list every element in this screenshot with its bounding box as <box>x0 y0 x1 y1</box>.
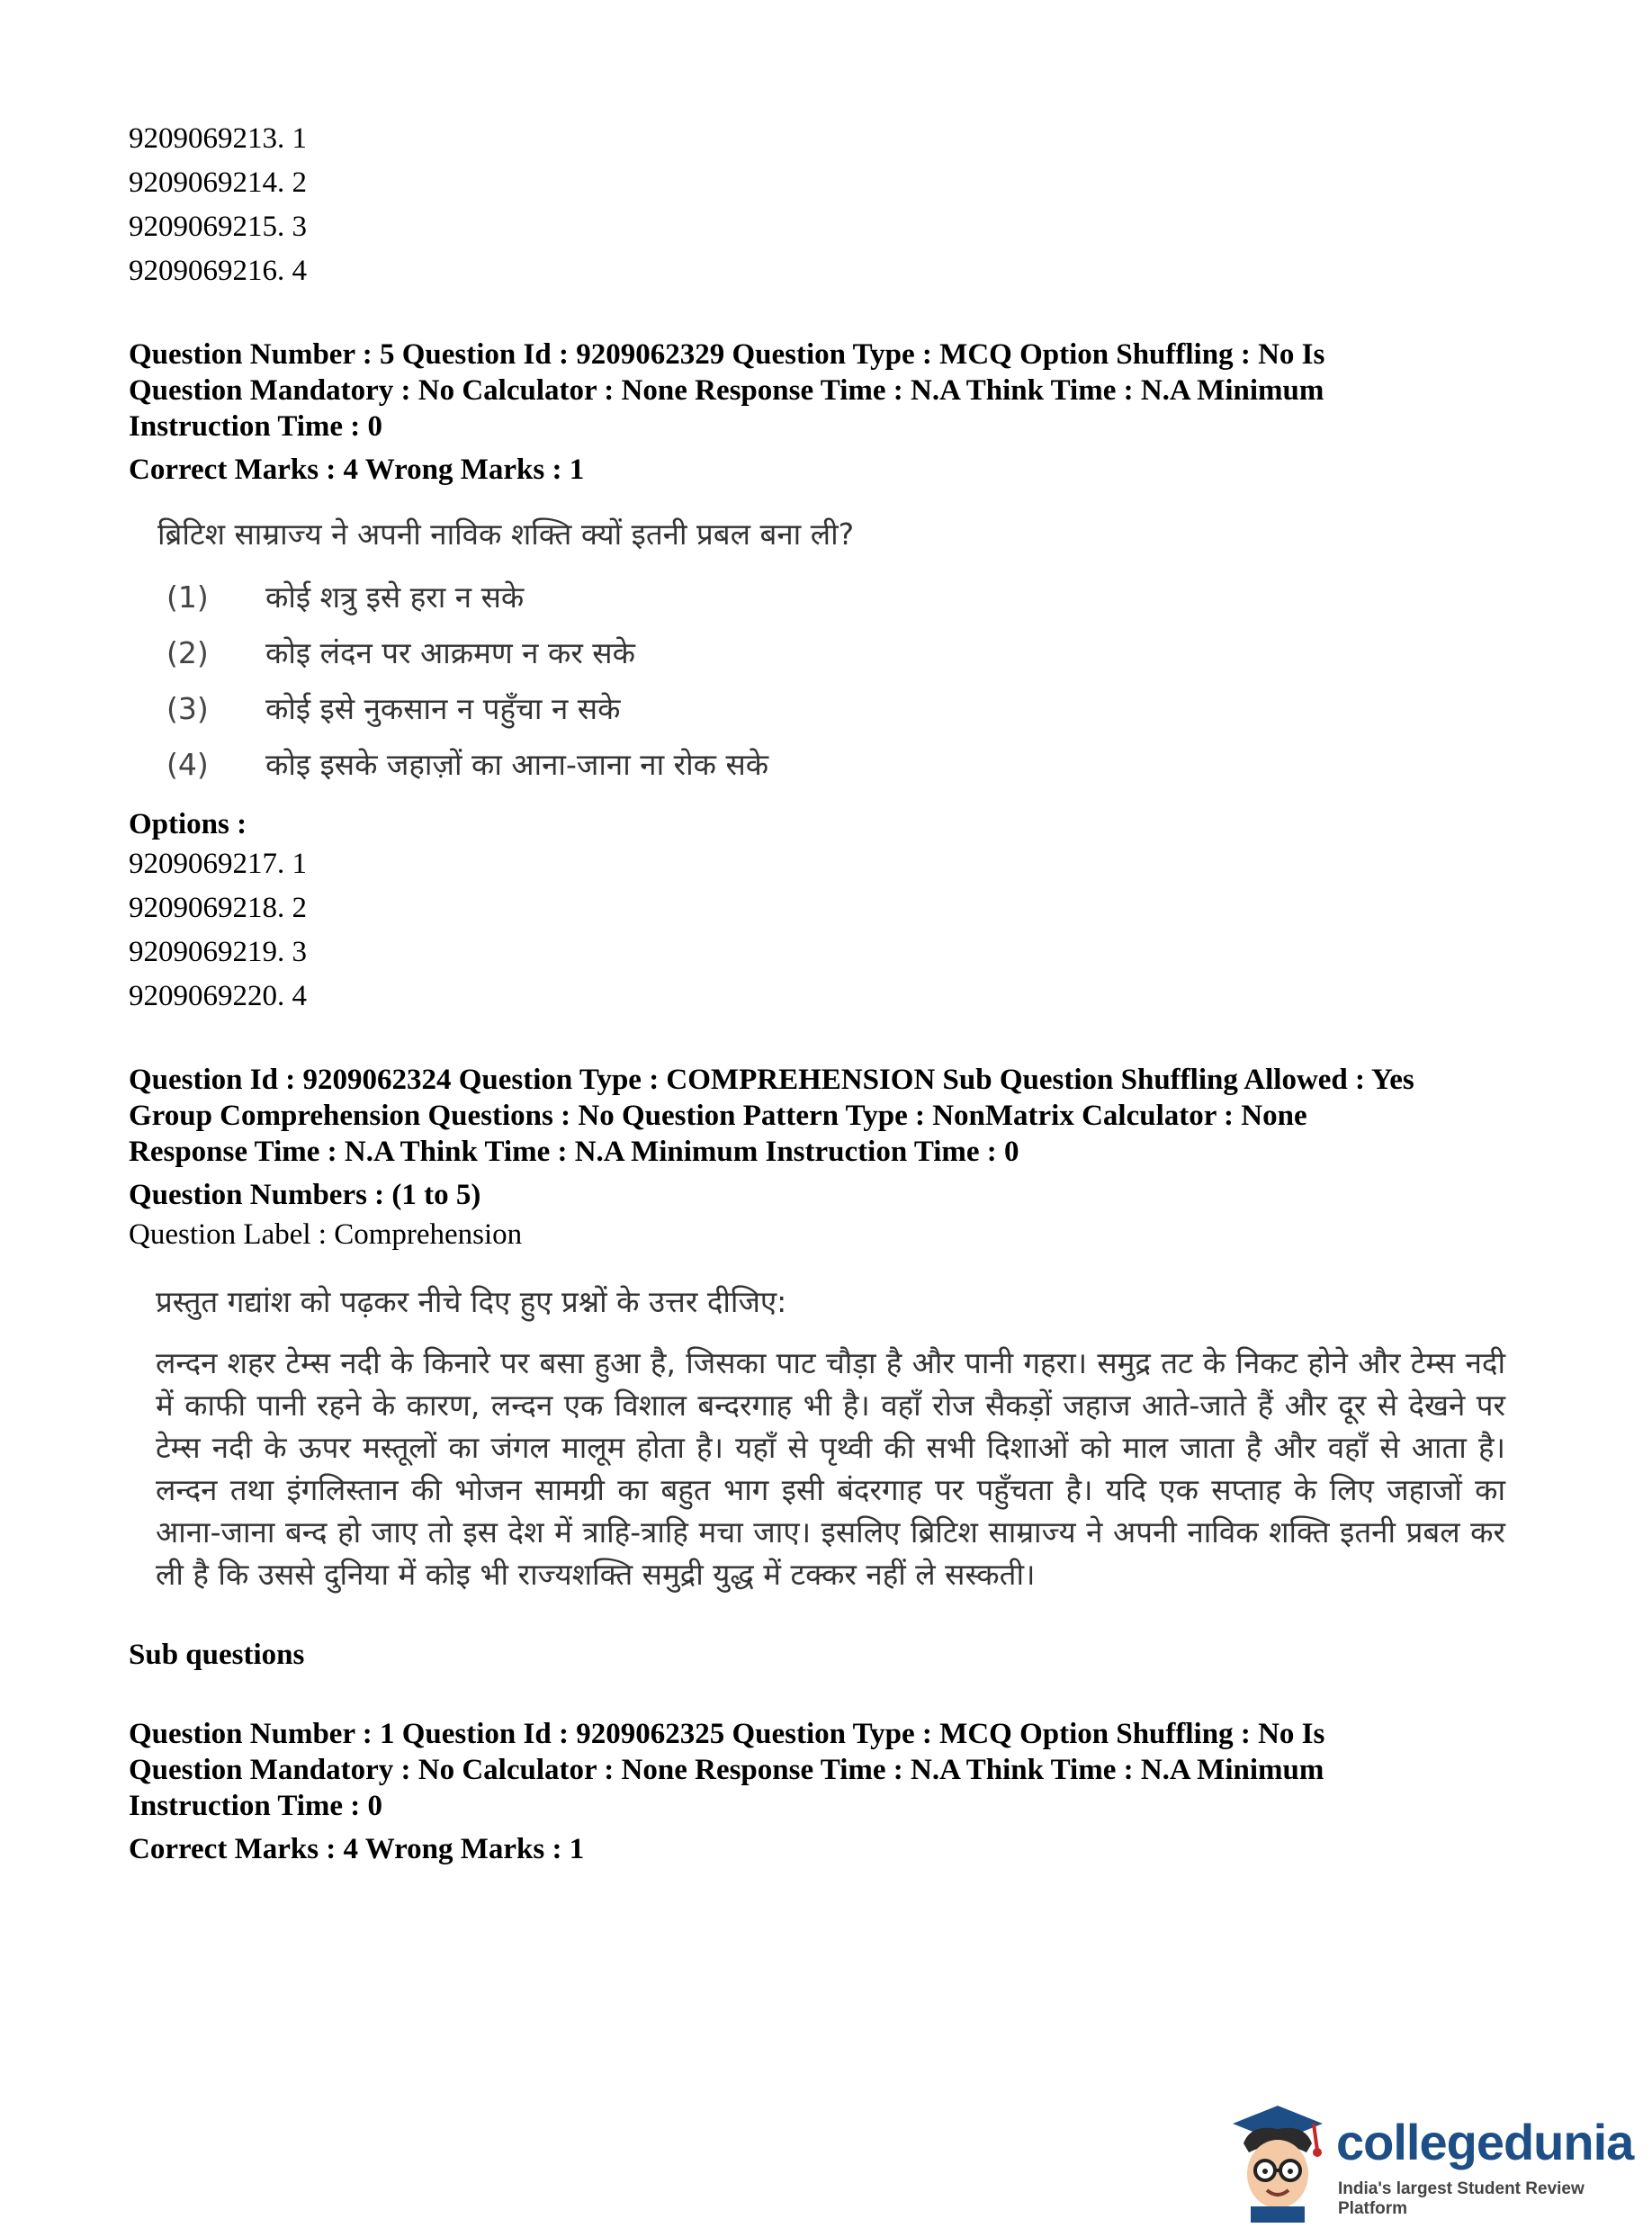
option-id: 9209069214. 2 <box>129 166 307 199</box>
choice-number: (4) <box>166 747 209 782</box>
choice-text: कोई शत्रु इसे हरा न सके <box>265 579 525 615</box>
question-5-block <box>129 337 1532 1019</box>
option-id: 9209069218. 2 <box>129 892 307 924</box>
question-meta-line: Instruction Time : 0 <box>129 1790 383 1822</box>
option-id: 9209069217. 1 <box>129 848 307 880</box>
option-id: 9209069219. 3 <box>129 936 307 968</box>
mascot-icon <box>1224 2097 1332 2223</box>
question-meta-line: Question Id : 9209062324 Question Type : COMPREHENSION Sub Question Shuffling Allowed : Yes <box>129 1064 1414 1096</box>
question-meta-line: Group Comprehension Questions : No Question Pattern Type : NonMatrix Calculator : None <box>129 1100 1307 1132</box>
choice-text: कोइ इसके जहाज़ों का आना-जाना ना रोक सके <box>265 747 769 782</box>
question-meta-line: Question Number : 1 Question Id : 9209062325 Question Type : MCQ Option Shuffling : No Is <box>129 1718 1325 1750</box>
question-1-header <box>129 1716 1532 1824</box>
passage-text: लन्दन शहर टेम्स नदी के किनारे पर बसा हुआ है, जिसका पाट चौड़ा है और पानी गहरा। समुद्र तट के निकट होने और टेम्स नदी में काफी पानी रहने के कारण, लन्दन एक विशाल बन्दरगाह भी है। वहाँ रोज सैकड़ों जहाज आते-जाते हैं और दूर से देखने पर टेम्स नदी के ऊपर मस्तूलों का जंगल मालूम होता है। यहाँ से पृथ्वी की सभी दिशाओं को माल जाता है और वहाँ से आता है। लन्दन तथा इंगलिस्तान की भोजन सामग्री का बहुत भाग इसी बंदरगाह पर पहुँचता है। यदि एक सप्ताह के लिए जहाजों का आना-जाना बन्द हो जाए तो इस देश में त्राहि-त्राहि मचा जाए। इसलिए ब्रिटिश साम्राज्य ने अपनी नाविक शक्ति इतनी प्रबल कर ली है कि उससे दुनिया में कोइ भी राज्यशक्ति समुद्री युद्ध में टक्कर नहीं ले सस्कती। <box>156 1345 1505 1592</box>
question-marks: Correct Marks : 4 Wrong Marks : 1 <box>129 454 585 486</box>
option-id: 9209069220. 4 <box>129 980 307 1012</box>
passage-instruction: प्रस्तुत गद्यांश को पढ़कर नीचे दिए हुए प्रश्नों के उत्तर दीजिए: <box>156 1284 787 1319</box>
question-meta-line: Question Mandatory : No Calculator : None Response Time : N.A Think Time : N.A Minimum <box>129 374 1324 407</box>
options-heading: Options : <box>129 808 247 840</box>
choice-row <box>157 576 1532 619</box>
previous-options-list <box>129 117 1532 293</box>
logo-wordmark: collegedunia <box>1336 2114 1634 2170</box>
option-id: 9209069215. 3 <box>129 211 307 243</box>
comprehension-header <box>129 1062 1532 1170</box>
question-image <box>157 513 1532 786</box>
logo-tagline: India's largest Student Review Platform <box>1338 2179 1585 2218</box>
choice-row <box>157 743 1532 786</box>
option-id: 9209069213. 1 <box>129 122 307 155</box>
choice-text: कोइ लंदन पर आक्रमण न कर सके <box>265 635 635 670</box>
question-meta-line: Instruction Time : 0 <box>129 410 383 443</box>
question-5-header <box>129 337 1532 445</box>
choice-text: कोई इसे नुकसान न पहुँचा न सके <box>265 691 621 726</box>
choice-row <box>157 687 1532 731</box>
choice-number: (1) <box>166 579 209 615</box>
document-page <box>129 117 1532 1867</box>
question-meta-line: Question Mandatory : No Calculator : None Response Time : N.A Think Time : N.A Minimum <box>129 1754 1324 1786</box>
option-id: 9209069216. 4 <box>129 255 307 287</box>
collegedunia-logo[interactable] <box>1224 2097 1638 2223</box>
question-meta-line: Question Number : 5 Question Id : 9209062329 Question Type : MCQ Option Shuffling : No Is <box>129 338 1325 371</box>
choice-number: (2) <box>166 635 209 670</box>
choice-row <box>157 632 1532 675</box>
passage-image <box>156 1280 1505 1595</box>
question-marks: Correct Marks : 4 Wrong Marks : 1 <box>129 1833 585 1865</box>
question-meta-line: Response Time : N.A Think Time : N.A Minimum Instruction Time : 0 <box>129 1136 1019 1168</box>
question-1-block <box>129 1716 1532 1867</box>
choice-number: (3) <box>166 691 209 726</box>
question-numbers: Question Numbers : (1 to 5) <box>129 1179 481 1211</box>
sub-questions-heading: Sub questions <box>129 1639 305 1671</box>
comprehension-block <box>129 1062 1532 1673</box>
question-label: Question Label : Comprehension <box>129 1218 523 1251</box>
question-text: ब्रिटिश साम्राज्य ने अपनी नाविक शक्ति क्यों इतनी प्रबल बना ली? <box>157 517 855 552</box>
